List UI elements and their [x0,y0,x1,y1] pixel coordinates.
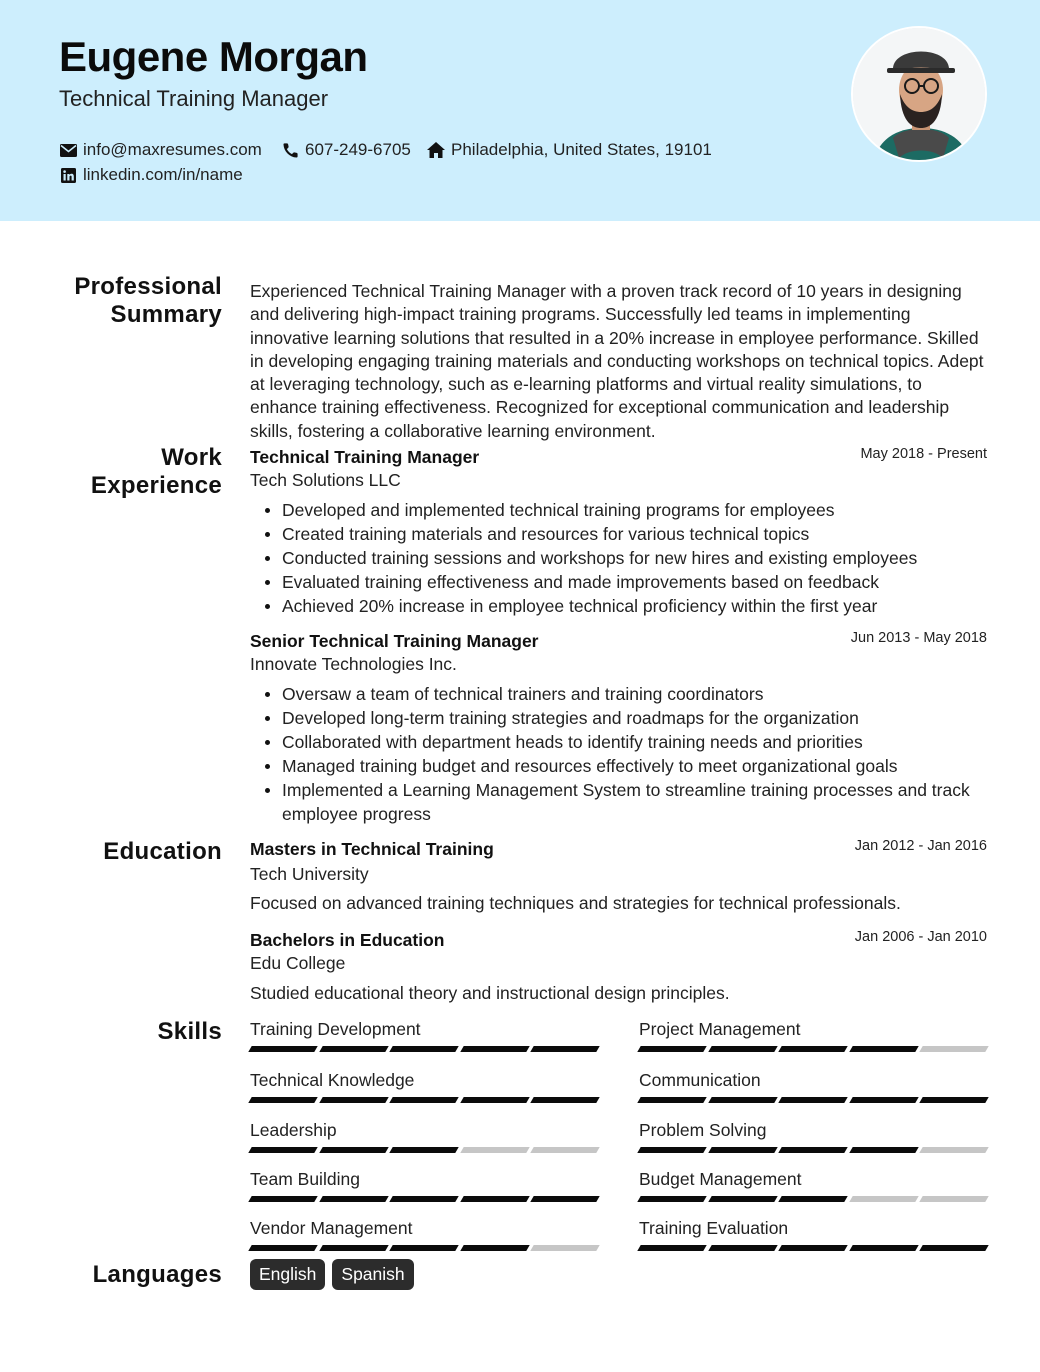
skill-level-bar [250,1147,598,1153]
skill-level-segment [708,1097,777,1103]
skill-level-segment [460,1046,529,1052]
skill-level-segment [849,1196,918,1202]
skill-level-segment [849,1147,918,1153]
job-company-2: Innovate Technologies Inc. [250,654,457,674]
contact-address [427,140,712,160]
phone-icon [281,141,299,159]
skill-level-bar [639,1196,987,1202]
list-item: Implemented a Learning Management System to streamline training processes and track employee progress [282,778,982,826]
phone-text: 607-249-6705 [305,140,411,159]
email-text: info@maxresumes.com [83,140,262,159]
skill-level-segment [919,1196,988,1202]
skill-item [250,1070,598,1092]
skill-level-segment [248,1147,317,1153]
skill-level-segment [778,1097,847,1103]
section-title-summary [74,273,222,329]
section-title-line: Experience [90,472,222,499]
skill-level-segment [248,1046,317,1052]
contact-phone[interactable] [281,140,411,160]
skill-level-segment [708,1046,777,1052]
skill-level-segment [248,1245,317,1251]
skill-name: Communication [639,1070,761,1090]
skill-level-segment [637,1046,706,1052]
list-item: Oversaw a team of technical trainers and training coordinators [282,682,982,706]
skill-level-bar [639,1147,987,1153]
edu-school-1: Tech University [250,864,369,884]
section-title-skills: Skills [157,1018,222,1045]
skill-level-bar [250,1196,598,1202]
skill-item [250,1019,598,1041]
job-dates-1: May 2018 - Present [860,446,987,462]
skill-name: Leadership [250,1120,337,1140]
skill-level-bar [639,1245,987,1251]
job-company-1: Tech Solutions LLC [250,470,401,490]
skill-level-segment [530,1245,599,1251]
job-title-2: Senior Technical Training Manager [250,631,539,651]
skill-level-segment [389,1097,458,1103]
contact-linkedin[interactable] [59,165,243,185]
skill-level-segment [460,1147,529,1153]
skill-item [639,1218,987,1240]
skill-level-bar [250,1046,598,1052]
skill-level-segment [637,1196,706,1202]
skill-level-segment [778,1196,847,1202]
skill-item [639,1070,987,1092]
section-title-education: Education [103,838,222,865]
skill-level-segment [319,1046,388,1052]
skill-item [639,1120,987,1142]
job-bullets-2 [282,682,982,826]
section-title-line: Summary [110,301,222,328]
language-tag: English [250,1259,325,1290]
skill-level-segment [460,1196,529,1202]
section-title-line: Professional [74,273,222,300]
skill-name: Problem Solving [639,1120,767,1140]
section-title-work [91,444,222,500]
skill-item [250,1120,598,1142]
edu-desc-1: Focused on advanced training techniques and strategies for technical professionals. [250,893,901,913]
edu-dates-2: Jan 2006 - Jan 2010 [854,929,987,945]
skill-level-segment [389,1046,458,1052]
list-item: Conducted training sessions and workshops for new hires and existing employees [282,546,982,570]
skill-level-segment [389,1147,458,1153]
skill-level-segment [389,1245,458,1251]
linkedin-text: linkedin.com/in/name [83,165,243,184]
skill-level-segment [919,1147,988,1153]
profile-photo [851,26,987,162]
list-item: Created training materials and resources for various technical topics [282,522,982,546]
languages-list [250,1259,421,1290]
home-icon [427,141,445,159]
skill-level-bar [639,1046,987,1052]
skill-level-segment [849,1097,918,1103]
summary-text: Experienced Technical Training Manager with a proven track record of 10 years in designing and delivering high-impact training programs. Successfully led teams in implementing innovative learning solutions that resulted in a 20% increase in employee performance. Skilled in developing engaging training materials and conducting workshops on technical topics. Adept at leveraging technology, such as e-learning platforms and virtual reality simulations, to enhance training effectiveness. Recognized for exceptional communication and leadership skills, fostering a collaborative learning environment. [250,281,984,441]
language-tag: Spanish [332,1259,413,1290]
skill-level-segment [389,1196,458,1202]
skill-level-segment [319,1147,388,1153]
skill-level-segment [708,1147,777,1153]
candidate-title: Technical Training Manager [59,86,329,111]
skill-level-segment [708,1196,777,1202]
job-dates-2: Jun 2013 - May 2018 [850,630,987,646]
skill-name: Project Management [639,1019,801,1039]
skill-level-segment [460,1245,529,1251]
skill-name: Training Development [250,1019,421,1039]
section-title-languages: Languages [92,1261,222,1288]
edu-dates-1: Jan 2012 - Jan 2016 [854,838,987,854]
candidate-name: Eugene Morgan [59,33,368,80]
skill-level-bar [639,1097,987,1103]
skill-level-bar [250,1245,598,1251]
header-banner [0,0,1040,221]
skill-name: Training Evaluation [639,1218,789,1238]
skill-level-segment [849,1245,918,1251]
skill-item [639,1169,987,1191]
skill-level-segment [637,1147,706,1153]
list-item: Collaborated with department heads to identify training needs and priorities [282,730,982,754]
skill-item [250,1169,598,1191]
skill-level-segment [637,1245,706,1251]
list-item: Developed and implemented technical training programs for employees [282,498,982,522]
skill-level-segment [319,1196,388,1202]
skill-level-segment [530,1147,599,1153]
list-item: Evaluated training effectiveness and made improvements based on feedback [282,570,982,594]
job-bullets-1 [282,498,982,618]
address-text: Philadelphia, United States, 19101 [451,140,712,159]
skill-level-segment [248,1196,317,1202]
edu-desc-2: Studied educational theory and instructional design principles. [250,983,730,1003]
skill-level-segment [778,1147,847,1153]
skill-level-segment [637,1097,706,1103]
skill-level-segment [708,1245,777,1251]
skill-name: Technical Knowledge [250,1070,415,1090]
skill-level-segment [319,1245,388,1251]
skill-item [250,1218,598,1240]
list-item: Achieved 20% increase in employee technical proficiency within the first year [282,594,982,618]
section-title-line: Work [161,444,222,471]
skill-level-segment [530,1196,599,1202]
list-item: Developed long-term training strategies and roadmaps for the organization [282,706,982,730]
skill-name: Team Building [250,1169,360,1189]
edu-degree-2: Bachelors in Education [250,930,445,950]
skill-level-segment [319,1097,388,1103]
contact-email[interactable] [59,140,262,160]
skill-level-segment [919,1097,988,1103]
linkedin-icon [59,166,77,184]
skill-level-segment [919,1046,988,1052]
skill-level-segment [919,1245,988,1251]
skill-level-bar [250,1097,598,1103]
skill-level-segment [778,1245,847,1251]
edu-degree-1: Masters in Technical Training [250,839,494,859]
skill-level-segment [530,1097,599,1103]
list-item: Managed training budget and resources effectively to meet organizational goals [282,754,982,778]
job-title-1: Technical Training Manager [250,447,480,467]
skill-name: Budget Management [639,1169,802,1189]
skill-level-segment [530,1046,599,1052]
skill-level-segment [248,1097,317,1103]
skill-item [639,1019,987,1041]
envelope-icon [59,141,77,159]
edu-school-2: Edu College [250,953,346,973]
skill-level-segment [460,1097,529,1103]
skill-name: Vendor Management [250,1218,413,1238]
skill-level-segment [849,1046,918,1052]
skill-level-segment [778,1046,847,1052]
